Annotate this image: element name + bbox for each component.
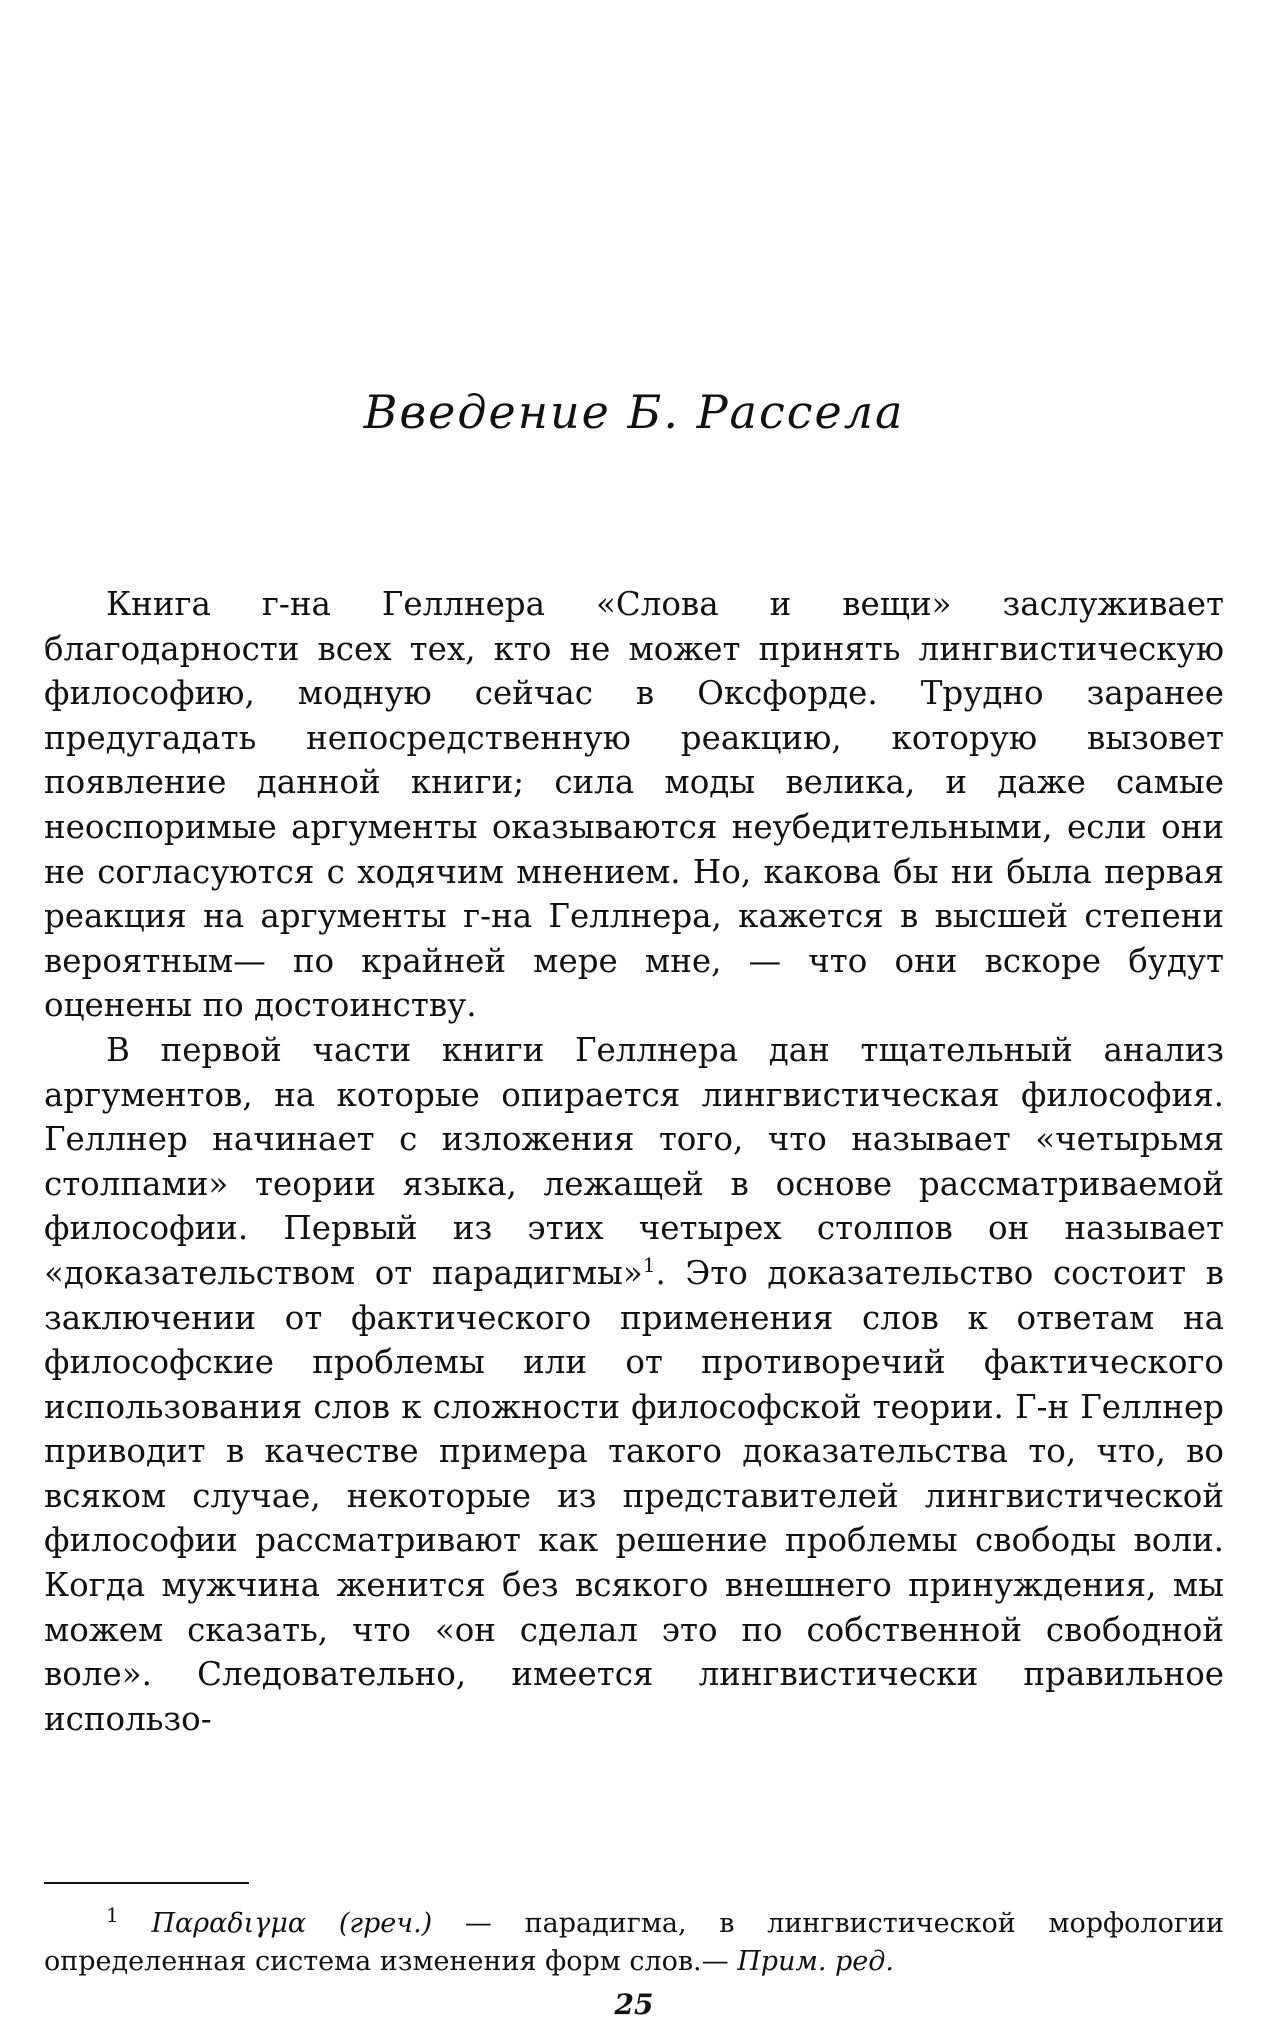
- paragraph-2: [44, 1028, 1224, 1742]
- paragraph-2-part-1: В первой части книги Геллнера дан тщательный анализ аргументов, на которые опирается лингвистическая философия. Геллнер начинает с изложения того, что называет «четырьмя столпами» теории языка, лежащей в основе рассматриваемой философии. Первый из этих четырех столпов он называет «доказательством от парадигмы»: [44, 1030, 1224, 1292]
- paragraph-2-part-2: . Это доказательство состоит в заключении от фактического применения слов к ответам на философские проблемы или от противоречий фактического использования слов к сложности философской теории. Г-н Геллнер приводит в качестве примера такого доказательства то, что, во всяком случае, некоторые из представителей лингвистической философии рассматривают как решение проблемы свободы воли. Когда мужчина женится без всякого внешнего принуждения, мы можем сказать, что «он сделал это по собственной свободной воле». Следовательно, имеется лингвистически правильное использо-: [44, 1253, 1224, 1738]
- footnote-text: — парадигма, в лингвистической морфологии определенная система изменения форм слов.—: [44, 1908, 1224, 1977]
- main-text: [44, 582, 1224, 1741]
- editor-note: Прим. ред.: [737, 1946, 894, 1977]
- book-page: [44, 0, 1224, 2035]
- footnote-reference: 1: [642, 1253, 656, 1278]
- footnote-language: (греч.): [338, 1908, 433, 1939]
- footnote-divider: [44, 1882, 249, 1884]
- footnote-mark: 1: [106, 1903, 119, 1927]
- footnote-term: Παραδιγμα: [151, 1908, 307, 1939]
- chapter-title: Введение Б. Рассела: [363, 385, 905, 439]
- footnote: [44, 1905, 1224, 1981]
- paragraph-1: Книга г-на Геллнера «Слова и вещи» заслуживает благодарности всех тех, кто не может принять лингвистическую философию, модную сейчас в Оксфорде. Трудно заранее предугадать непосредственную реакцию, которую вызовет появление данной книги; сила моды велика, и даже самые неоспоримые аргументы оказываются неубедительными, если они не согласуются с ходячим мнением. Но, какова бы ни была первая реакция на аргументы г-на Геллнера, кажется в высшей степени вероятным— по крайней мере мне, — что они вскоре будут оценены по достоинству.: [44, 585, 1224, 1025]
- page-number: 25: [614, 1988, 654, 2021]
